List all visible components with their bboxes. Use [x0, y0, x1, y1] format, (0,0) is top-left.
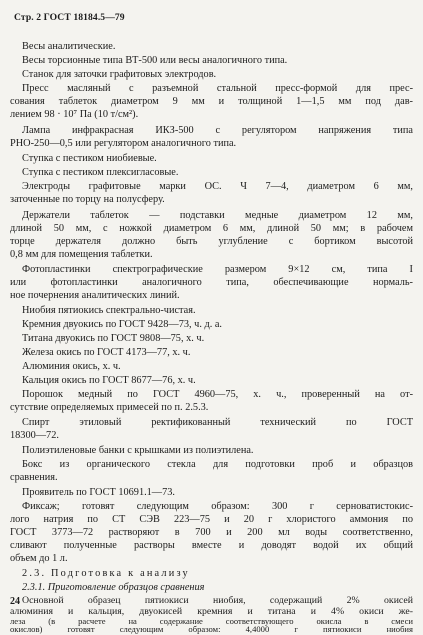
- text-line: Ниобия пятиокись спектрально-чистая.: [22, 305, 196, 316]
- text-line: лого натрия по СТ СЭВ 223—75 и 20 г хлористого аммония по: [10, 514, 413, 525]
- text-line: сливают полученные растворы вместе и доводят водой их общий: [10, 540, 413, 551]
- text-line: 18300—72.: [10, 430, 59, 441]
- text-line: объем до 1 л.: [10, 553, 68, 564]
- text-line: леза (в расчете на содержание соответствующего окисла в смеси: [10, 617, 413, 626]
- text-line: Ступка с пестиком плексигласовые.: [22, 167, 179, 178]
- text-line: Спирт этиловый ректификованный технический по ГОСТ: [22, 417, 413, 428]
- text-line: Кремния двуокись по ГОСТ 9428—73, ч. д. а.: [22, 319, 222, 330]
- text-line: сутствие определяемых примесей по п. 2.5.3.: [10, 402, 209, 413]
- text-line: Фиксаж; готовят следующим образом: 300 г серноватистокис-: [22, 501, 413, 512]
- text-line: Титана двуокись по ГОСТ 9808—75, х. ч.: [22, 333, 205, 344]
- text-line: лением 98 · 10⁷ Па (10 т/см²).: [10, 109, 139, 120]
- text-line: сования таблеток диаметром 9 мм и толщиной 1—1,5 мм под дав-: [10, 96, 413, 107]
- text-line: ГОСТ 3773—72 растворяют в 700 и 200 мл воды соответственно,: [10, 527, 413, 538]
- section-heading: 2.3. Подготовка к анализу: [22, 568, 190, 579]
- text-line: Лампа инфракрасная ИКЗ-500 с регулятором напряжения типа: [22, 125, 413, 136]
- page-header: Стр. 2 ГОСТ 18184.5—79: [14, 12, 125, 23]
- text-line: Алюминия окись, х. ч.: [22, 361, 121, 372]
- text-line: сравнения.: [10, 472, 58, 483]
- text-line: Электроды графитовые марки ОС. Ч 7—4, диаметром 6 мм,: [22, 181, 413, 192]
- text-line: Основной образец пятиокиси ниобия, содержащий 2% окисей: [22, 595, 413, 606]
- text-line: Кальция окись по ГОСТ 8677—76, х. ч.: [22, 375, 196, 386]
- text-line: ное почернения аналитических линий.: [10, 290, 180, 301]
- text-line: Станок для заточки графитовых электродов.: [22, 69, 217, 80]
- page-number: 24: [10, 596, 20, 607]
- text-line: торце держателя должно быть углубление с бортиком высотой: [10, 236, 413, 247]
- text-line: Полиэтиленовые банки с крышками из полиэтилена.: [22, 445, 254, 456]
- text-line: Держатели таблеток — подставки медные диаметром 12 мм,: [22, 210, 413, 221]
- text-line: Бокс из органического стекла для подготовки проб и образцов: [22, 459, 413, 470]
- text-line: заточенные по торцу на полусферу.: [10, 194, 165, 205]
- text-line: Железа окись по ГОСТ 4173—77, х. ч.: [22, 347, 191, 358]
- text-line: алюминия и кальция, двуокисей кремния и титана и 4% окиси же-: [10, 606, 413, 617]
- subsection-heading: 2.3.1. Приготовление образцов сравнения: [22, 582, 205, 593]
- text-line: Проявитель по ГОСТ 10691.1—73.: [22, 487, 175, 498]
- text-line: длиной 50 мм, с ножкой диаметром 6 мм, длиной 50 мм; в рабочем: [10, 223, 413, 234]
- text-line: Весы аналитические.: [22, 41, 116, 52]
- text-line: Ступка с пестиком ниобиевые.: [22, 153, 157, 164]
- text-line: Весы торсионные типа ВТ-500 или весы аналогичного типа.: [22, 55, 288, 66]
- text-line: Фотопластинки спектрографические размером 9×12 см, типа I: [22, 264, 413, 275]
- text-line: окислов) готовят следующим образом: 4,4000 г пятиокиси ниобия: [10, 625, 413, 634]
- text-line: или фотопластинки аналогичного типа, обеспечивающие нормаль-: [10, 277, 413, 288]
- text-line: Порошок медный по ГОСТ 4960—75, х. ч., проверенный на от-: [22, 389, 413, 400]
- text-line: РНО-250—0,5 или регулятором аналогичного типа.: [10, 138, 237, 149]
- text-line: 0,8 мм для помещения таблетки.: [10, 249, 153, 260]
- text-line: Пресс масляный с разъемной стальной пресс-формой для прес-: [22, 83, 413, 94]
